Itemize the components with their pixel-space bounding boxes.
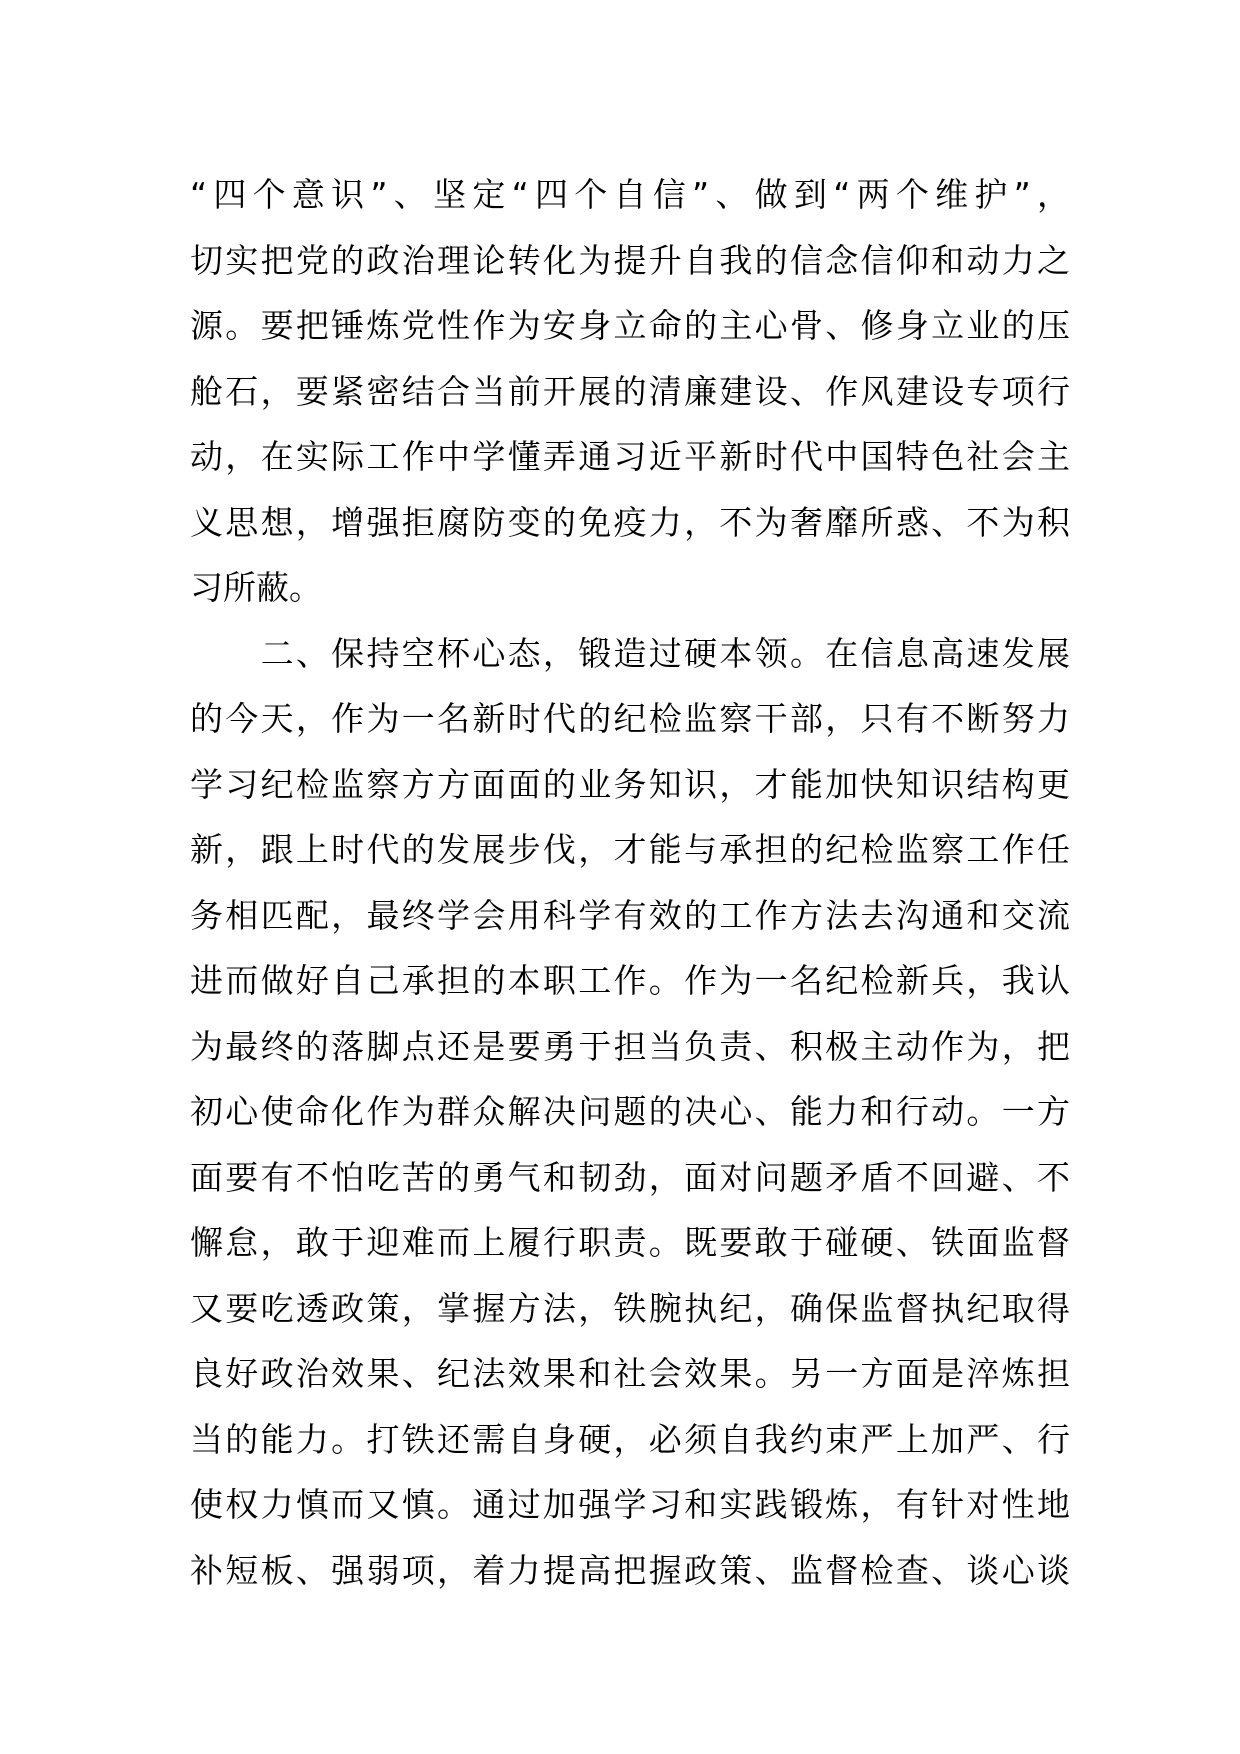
section-heading-line: 二、保持空杯心态，锻造过硬本领。在信息高速发展: [190, 633, 1070, 673]
text-line: 懈怠，敢于迎难而上履行职责。既要敢于碰硬、铁面监督: [190, 1223, 1070, 1262]
text-line: 习所蔽。: [190, 568, 322, 607]
text-line: 动，在实际工作中学懂弄通习近平新时代中国特色社会主: [190, 437, 1070, 476]
text-line: 源。要把锤炼党性作为安身立命的主心骨、修身立业的压: [190, 306, 1070, 345]
text-line: 良好政治效果、纪法效果和社会效果。另一方面是淬炼担: [190, 1354, 1070, 1393]
text-line: 补短板、强弱项，着力提高把握政策、监督检查、谈心谈: [190, 1550, 1070, 1590]
text-line: 进而做好自己承担的本职工作。作为一名纪检新兵，我认: [190, 961, 1070, 1000]
text-line: 面要有不怕吃苦的勇气和韧劲，面对问题矛盾不回避、不: [190, 1157, 1070, 1197]
text-line: 使权力慎而又慎。通过加强学习和实践锻炼，有针对性地: [190, 1485, 1070, 1524]
text-line: 的今天，作为一名新时代的纪检监察干部，只有不断努力: [190, 699, 1070, 738]
text-line: 又要吃透政策，掌握方法，铁腕执纪，确保监督执纪取得: [190, 1288, 1070, 1328]
text-line: 学习纪检监察方方面面的业务知识，才能加快知识结构更: [190, 764, 1070, 804]
body-text: [190, 162, 1070, 1603]
text-line: 务相匹配，最终学会用科学有效的工作方法去沟通和交流: [190, 895, 1070, 935]
text-line: “四个意识”、坚定“四个自信”、做到“两个维护”，: [190, 175, 1070, 214]
text-line: 当的能力。打铁还需自身硬，必须自我约束严上加严、行: [190, 1419, 1070, 1459]
text-line: 舱石，要紧密结合当前开展的清廉建设、作风建设专项行: [190, 371, 1070, 411]
text-line: 为最终的落脚点还是要勇于担当负责、积极主动作为，把: [190, 1026, 1070, 1066]
text-line: 义思想，增强拒腐防变的免疫力，不为奢靡所惑、不为积: [190, 502, 1070, 542]
text-line: 新，跟上时代的发展步伐，才能与承担的纪检监察工作任: [190, 830, 1070, 869]
text-line: 初心使命化作为群众解决问题的决心、能力和行动。一方: [190, 1092, 1070, 1131]
text-line: 切实把党的政治理论转化为提升自我的信念信仰和动力之: [190, 240, 1070, 280]
